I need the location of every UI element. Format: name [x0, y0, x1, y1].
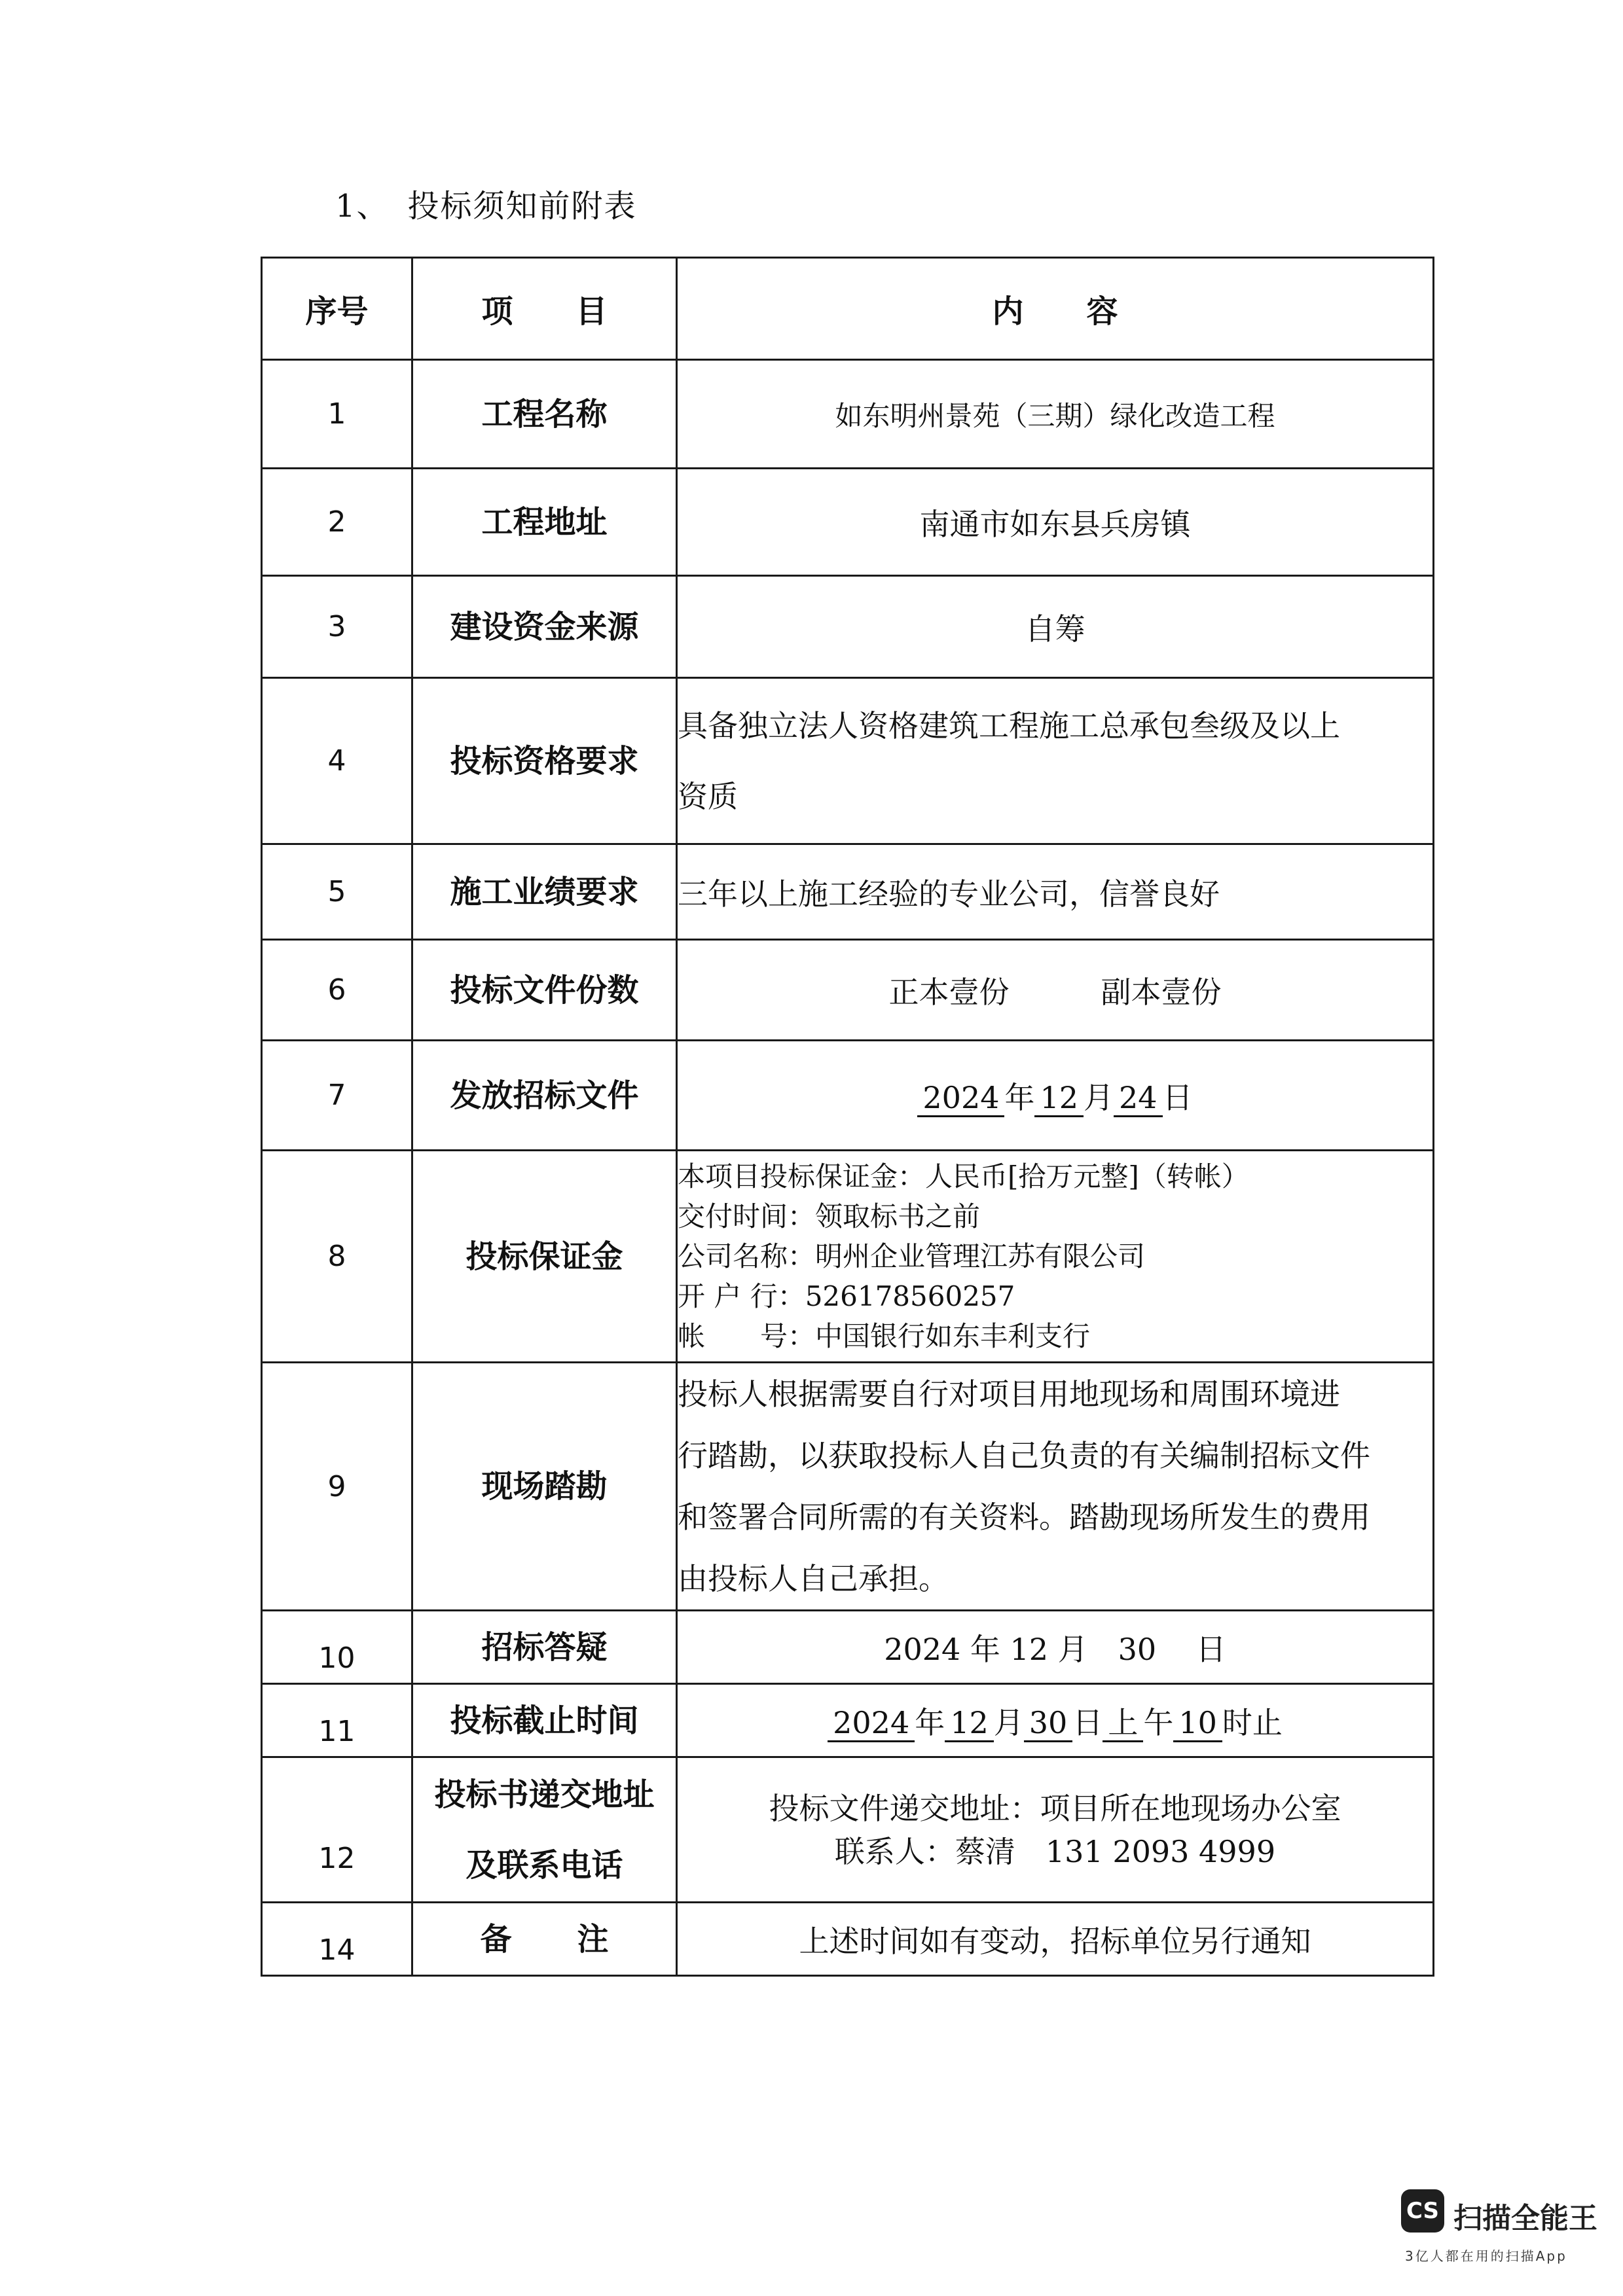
original-copies: 正本壹份	[888, 974, 1010, 1010]
content-line: 本项目投标保证金：人民币[拾万元整]（转帐）	[678, 1160, 1249, 1193]
day-unit: 日	[1072, 1704, 1103, 1740]
table-row	[262, 1757, 1434, 1903]
deadline-month: 12	[945, 1708, 994, 1742]
row-number: 14	[262, 1903, 412, 1976]
row-number: 6	[262, 940, 412, 1041]
row-content: 南通市如东县兵房镇	[677, 469, 1434, 576]
content-line: 公司名称：明州企业管理江苏有限公司	[678, 1240, 1146, 1272]
row-content: 三年以上施工经验的专业公司，信誉良好	[677, 844, 1434, 940]
table-row	[262, 1611, 1434, 1684]
row-number: 4	[262, 678, 412, 844]
row-number: 3	[262, 576, 412, 678]
row-number: 5	[262, 844, 412, 940]
deadline-ampm: 上	[1103, 1708, 1143, 1742]
content-line: 开 户 行：526178560257	[678, 1280, 1015, 1312]
table-row	[262, 844, 1434, 940]
content-line: 交付时间：领取标书之前	[678, 1200, 981, 1232]
header-content: 内容	[677, 258, 1434, 360]
year-unit: 年	[1004, 1079, 1035, 1115]
table-row	[262, 678, 1434, 844]
table-row	[262, 1041, 1434, 1151]
watermark-tagline: 3亿人都在用的扫描App	[1405, 2248, 1567, 2264]
row-item	[412, 1757, 677, 1903]
row-content	[677, 1757, 1434, 1903]
content-line: 由投标人自己承担。	[678, 1561, 949, 1596]
issue-day: 24	[1114, 1083, 1163, 1117]
scanner-watermark	[1401, 2189, 1597, 2274]
table-row	[262, 469, 1434, 576]
title-number: 1、	[335, 188, 390, 224]
row-item: 建设资金来源	[412, 576, 677, 678]
row-item: 施工业绩要求	[412, 844, 677, 940]
row-item: 招标答疑	[412, 1611, 677, 1684]
row-number: 9	[262, 1363, 412, 1611]
row-item: 工程名称	[412, 360, 677, 469]
ampm-suffix: 午	[1143, 1704, 1174, 1740]
day-unit: 日	[1162, 1079, 1193, 1115]
issue-year: 2024	[917, 1083, 1004, 1117]
row-item: 投标截止时间	[412, 1684, 677, 1757]
deadline-hour: 10	[1173, 1708, 1222, 1742]
content-line: 联系人：蔡清 131 2093 4999	[834, 1833, 1276, 1869]
content-line: 和签署合同所需的有关资料。踏勘现场所发生的费用	[678, 1499, 1370, 1535]
row-item: 投标资格要求	[412, 678, 677, 844]
row-number: 8	[262, 1151, 412, 1363]
table-row	[262, 1684, 1434, 1757]
page-title	[335, 181, 637, 226]
issue-month: 12	[1034, 1083, 1084, 1117]
hour-unit: 时止	[1222, 1704, 1283, 1740]
table-header-row	[262, 258, 1434, 360]
row-number: 12	[262, 1757, 412, 1903]
row-item: 投标保证金	[412, 1151, 677, 1363]
row-content: 自筹	[677, 576, 1434, 678]
camscanner-logo-icon: CS	[1401, 2189, 1444, 2233]
table-row	[262, 1363, 1434, 1611]
row-number: 1	[262, 360, 412, 469]
row-content	[677, 940, 1434, 1041]
row-item: 现场踏勘	[412, 1363, 677, 1611]
content-line: 具备独立法人资格建筑工程施工总承包叁级及以上	[678, 708, 1340, 744]
table-row	[262, 940, 1434, 1041]
row-content: 2024 年 12 月 30 日	[677, 1611, 1434, 1684]
row-item: 发放招标文件	[412, 1041, 677, 1151]
content-line: 帐 号：中国银行如东丰利支行	[678, 1320, 1091, 1352]
content-line: 投标文件递交地址：项目所在地现场办公室	[769, 1790, 1341, 1826]
item-line: 及联系电话	[465, 1846, 623, 1884]
header-item: 项目	[412, 258, 677, 360]
table-row	[262, 1903, 1434, 1976]
row-item: 投标文件份数	[412, 940, 677, 1041]
header-no: 序号	[262, 258, 412, 360]
content-line: 资质	[678, 778, 738, 814]
row-item: 工程地址	[412, 469, 677, 576]
row-number: 11	[262, 1684, 412, 1757]
row-item: 备注	[412, 1903, 677, 1976]
row-number: 2	[262, 469, 412, 576]
row-content	[677, 678, 1434, 844]
bid-notice-table	[261, 257, 1434, 1977]
content-line: 行踏勘，以获取投标人自己负责的有关编制招标文件	[678, 1438, 1370, 1473]
month-unit: 月	[993, 1704, 1024, 1740]
title-text: 投标须知前附表	[407, 188, 637, 224]
row-content: 如东明州景苑（三期）绿化改造工程	[677, 360, 1434, 469]
row-content	[677, 1151, 1434, 1363]
content-line: 投标人根据需要自行对项目用地现场和周围环境进	[678, 1376, 1340, 1412]
table-row	[262, 360, 1434, 469]
table-row	[262, 576, 1434, 678]
row-number: 7	[262, 1041, 412, 1151]
row-content	[677, 1684, 1434, 1757]
row-content: 上述时间如有变动，招标单位另行通知	[677, 1903, 1434, 1976]
item-line: 投标书递交地址	[434, 1776, 655, 1813]
watermark-name: 扫描全能王	[1453, 2202, 1597, 2235]
month-unit: 月	[1084, 1079, 1114, 1115]
row-number: 10	[262, 1611, 412, 1684]
year-unit: 年	[915, 1704, 945, 1740]
deadline-year: 2024	[828, 1708, 915, 1742]
deadline-day: 30	[1024, 1708, 1073, 1742]
row-content	[677, 1363, 1434, 1611]
row-content	[677, 1041, 1434, 1151]
table-row	[262, 1151, 1434, 1363]
duplicate-copies: 副本壹份	[1101, 974, 1222, 1010]
